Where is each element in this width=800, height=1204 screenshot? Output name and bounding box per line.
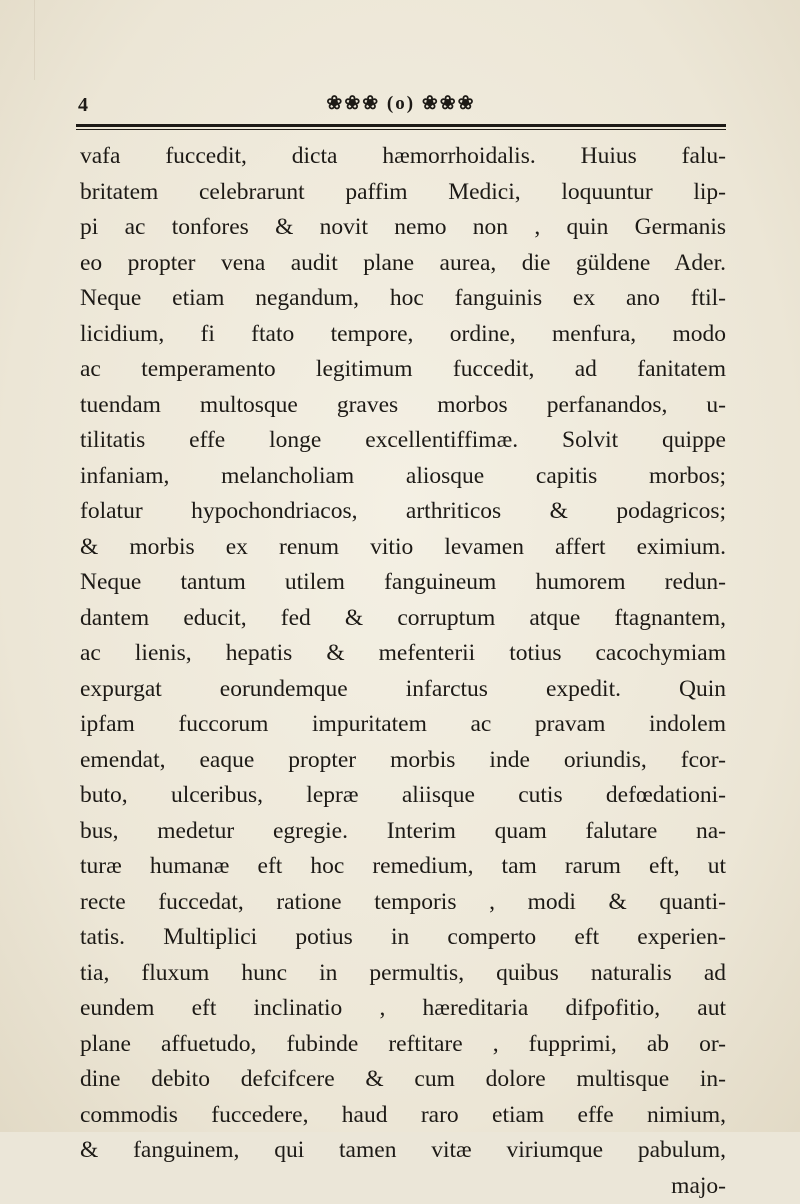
text-line: recte fuccedat, ratione temporis , modi & quanti- (80, 885, 726, 921)
text-line: commodis fuccedere, haud raro etiam effe nimium, (80, 1098, 726, 1134)
text-line: tatis. Multiplici potius in comperto eft experien- (80, 920, 726, 956)
text-line: folatur hypochondriacos, arthriticos & podagricos; (80, 494, 726, 530)
text-line: infaniam, melancholiam aliosque capitis morbos; (80, 459, 726, 495)
text-line: majo- (80, 1169, 726, 1204)
text-line: vafa fuccedit, dicta hæmorrhoidalis. Huius falu- (80, 139, 726, 175)
text-line: bus, medetur egregie. Interim quam falutare na- (80, 814, 726, 850)
page-header (76, 88, 726, 120)
header-rule (76, 124, 726, 127)
page-fold-mark (0, 0, 35, 80)
text-line: britatem celebrarunt paffim Medici, loquuntur lip- (80, 175, 726, 211)
header-ornament: ❀❀❀ (o) ❀❀❀ (76, 92, 726, 115)
text-line: & fanguinem, qui tamen vitæ viriumque pabulum, (80, 1133, 726, 1169)
text-line: pi ac tonfores & novit nemo non , quin Germanis (80, 210, 726, 246)
text-line: emendat, eaque propter morbis inde oriundis, fcor- (80, 743, 726, 779)
text-line: eo propter vena audit plane aurea, die güldene Ader. (80, 246, 726, 282)
text-line: licidium, fi ftato tempore, ordine, menfura, modo (80, 317, 726, 353)
text-line: buto, ulceribus, lepræ aliisque cutis defœdationi- (80, 778, 726, 814)
text-line: dantem educit, fed & corruptum atque ftagnantem, (80, 601, 726, 637)
text-line: expurgat eorundemque infarctus expedit. Quin (80, 672, 726, 708)
text-line: turæ humanæ eft hoc remedium, tam rarum eft, ut (80, 849, 726, 885)
text-line: ac lienis, hepatis & mefenterii totius cacochymiam (80, 636, 726, 672)
text-line: ac temperamento legitimum fuccedit, ad fanitatem (80, 352, 726, 388)
text-line: plane affuetudo, fubinde reftitare , fupprimi, ab or- (80, 1027, 726, 1063)
header-rule-thin (76, 129, 726, 130)
text-line: tuendam multosque graves morbos perfanandos, u- (80, 388, 726, 424)
text-line: Neque tantum utilem fanguineum humorem redun- (80, 565, 726, 601)
text-line: Neque etiam negandum, hoc fanguinis ex ano ftil- (80, 281, 726, 317)
text-line: eundem eft inclinatio , hæreditaria difpofitio, aut (80, 991, 726, 1027)
text-line: tilitatis effe longe excellentiffimæ. Solvit quippe (80, 423, 726, 459)
text-line: dine debito defcifcere & cum dolore multisque in- (80, 1062, 726, 1098)
text-line: tia, fluxum hunc in permultis, quibus naturalis ad (80, 956, 726, 992)
text-line: & morbis ex renum vitio levamen affert eximium. (80, 530, 726, 566)
text-line: ipfam fuccorum impuritatem ac pravam indolem (80, 707, 726, 743)
page-number: 4 (78, 94, 88, 117)
body-text (80, 139, 726, 1204)
